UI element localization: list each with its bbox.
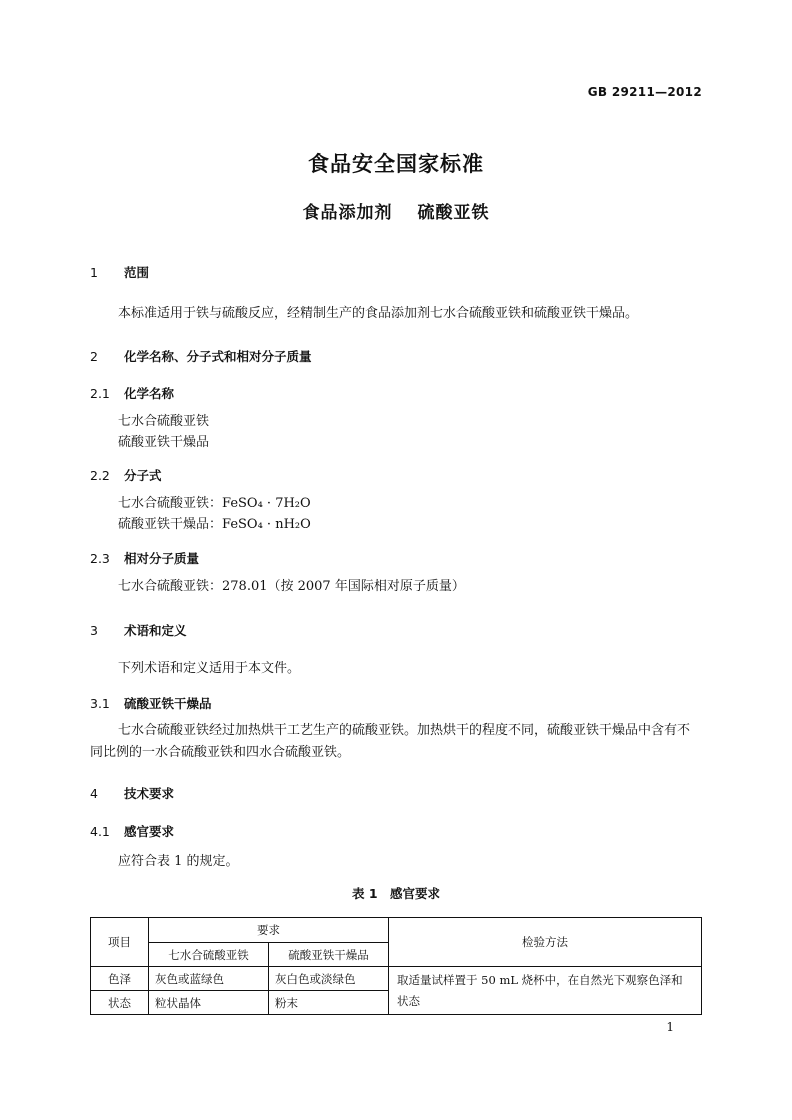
definition-text: 七水合硫酸亚铁经过加热烘干工艺生产的硫酸亚铁。加热烘干的程度不同，硫酸亚铁干燥品中含有不同比例的一水合硫酸亚铁和四水合硫酸亚铁。 bbox=[90, 723, 691, 760]
row-heptahydrate-value: 灰色或蓝绿色 bbox=[149, 967, 269, 991]
section-title: 硫酸亚铁干燥品 bbox=[124, 696, 212, 711]
row-dried-value: 灰白色或淡绿色 bbox=[269, 967, 389, 991]
standard-number: GB 29211—2012 bbox=[587, 85, 702, 99]
table-header-row bbox=[91, 918, 702, 943]
section-1-heading bbox=[90, 263, 149, 281]
row-item: 色泽 bbox=[91, 967, 149, 991]
section-2-3-heading bbox=[90, 549, 199, 567]
section-number: 3.1 bbox=[90, 696, 110, 711]
header-test-method: 检验方法 bbox=[389, 918, 702, 967]
section-title: 术语和定义 bbox=[124, 623, 187, 638]
row-dried-value: 粉末 bbox=[269, 991, 389, 1015]
formula-label: 硫酸亚铁干燥品： bbox=[118, 517, 223, 532]
chemical-name-1: 七水合硫酸亚铁 bbox=[118, 414, 210, 429]
section-number: 1 bbox=[90, 265, 98, 280]
section-2-2-heading bbox=[90, 466, 162, 484]
section-number: 3 bbox=[90, 623, 98, 638]
section-1-text: 本标准适用于铁与硫酸反应，经精制生产的食品添加剂七水合硫酸亚铁和硫酸亚铁干燥品。 bbox=[118, 306, 639, 321]
page-number: 1 bbox=[666, 1020, 674, 1034]
section-title: 分子式 bbox=[124, 468, 162, 483]
section-3-text: 下列术语和定义适用于本文件。 bbox=[118, 661, 301, 676]
table-caption: 表 1 感官要求 bbox=[351, 886, 441, 901]
formula-label: 七水合硫酸亚铁： bbox=[118, 496, 223, 511]
chemical-name-2: 硫酸亚铁干燥品 bbox=[118, 435, 210, 450]
section-4-1-text: 应符合表 1 的规定。 bbox=[118, 854, 239, 869]
header-requirement: 要求 bbox=[149, 918, 389, 943]
row-item: 状态 bbox=[91, 991, 149, 1015]
formula-line-1 bbox=[118, 494, 311, 514]
section-number: 2.2 bbox=[90, 468, 110, 483]
section-number: 2.1 bbox=[90, 386, 110, 401]
table-row bbox=[91, 967, 702, 991]
section-title: 化学名称 bbox=[124, 386, 175, 401]
molecular-mass: 七水合硫酸亚铁：278.01（按 2007 年国际相对原子质量） bbox=[118, 579, 465, 594]
section-number: 2.3 bbox=[90, 551, 110, 566]
section-number: 4 bbox=[90, 786, 98, 801]
section-title: 化学名称、分子式和相对分子质量 bbox=[124, 349, 312, 364]
header-heptahydrate: 七水合硫酸亚铁 bbox=[149, 943, 269, 967]
section-2-heading bbox=[90, 347, 312, 365]
formula: FeSO₄ · nH₂O bbox=[222, 517, 311, 532]
section-number: 4.1 bbox=[90, 824, 110, 839]
section-4-1-heading bbox=[90, 822, 174, 840]
formula-line-2 bbox=[118, 515, 311, 535]
section-3-1-heading bbox=[90, 694, 212, 712]
row-heptahydrate-value: 粒状晶体 bbox=[149, 991, 269, 1015]
sensory-requirements-table bbox=[90, 917, 702, 1015]
test-method-text: 取适量试样置于 50 mL 烧杯中，在自然光下观察色泽和状态 bbox=[389, 967, 702, 1015]
section-title: 相对分子质量 bbox=[124, 551, 200, 566]
section-title: 范围 bbox=[124, 265, 150, 280]
formula: FeSO₄ · 7H₂O bbox=[222, 496, 311, 511]
header-dried: 硫酸亚铁干燥品 bbox=[269, 943, 389, 967]
document-subtitle: 食品添加剂 硫酸亚铁 bbox=[302, 203, 490, 223]
header-item: 项目 bbox=[91, 918, 149, 967]
section-4-heading bbox=[90, 784, 174, 802]
section-title: 感官要求 bbox=[124, 824, 175, 839]
section-title: 技术要求 bbox=[124, 786, 175, 801]
section-number: 2 bbox=[90, 349, 98, 364]
document-title: 食品安全国家标准 bbox=[308, 152, 484, 176]
section-3-heading bbox=[90, 621, 187, 639]
section-2-1-heading bbox=[90, 384, 174, 402]
